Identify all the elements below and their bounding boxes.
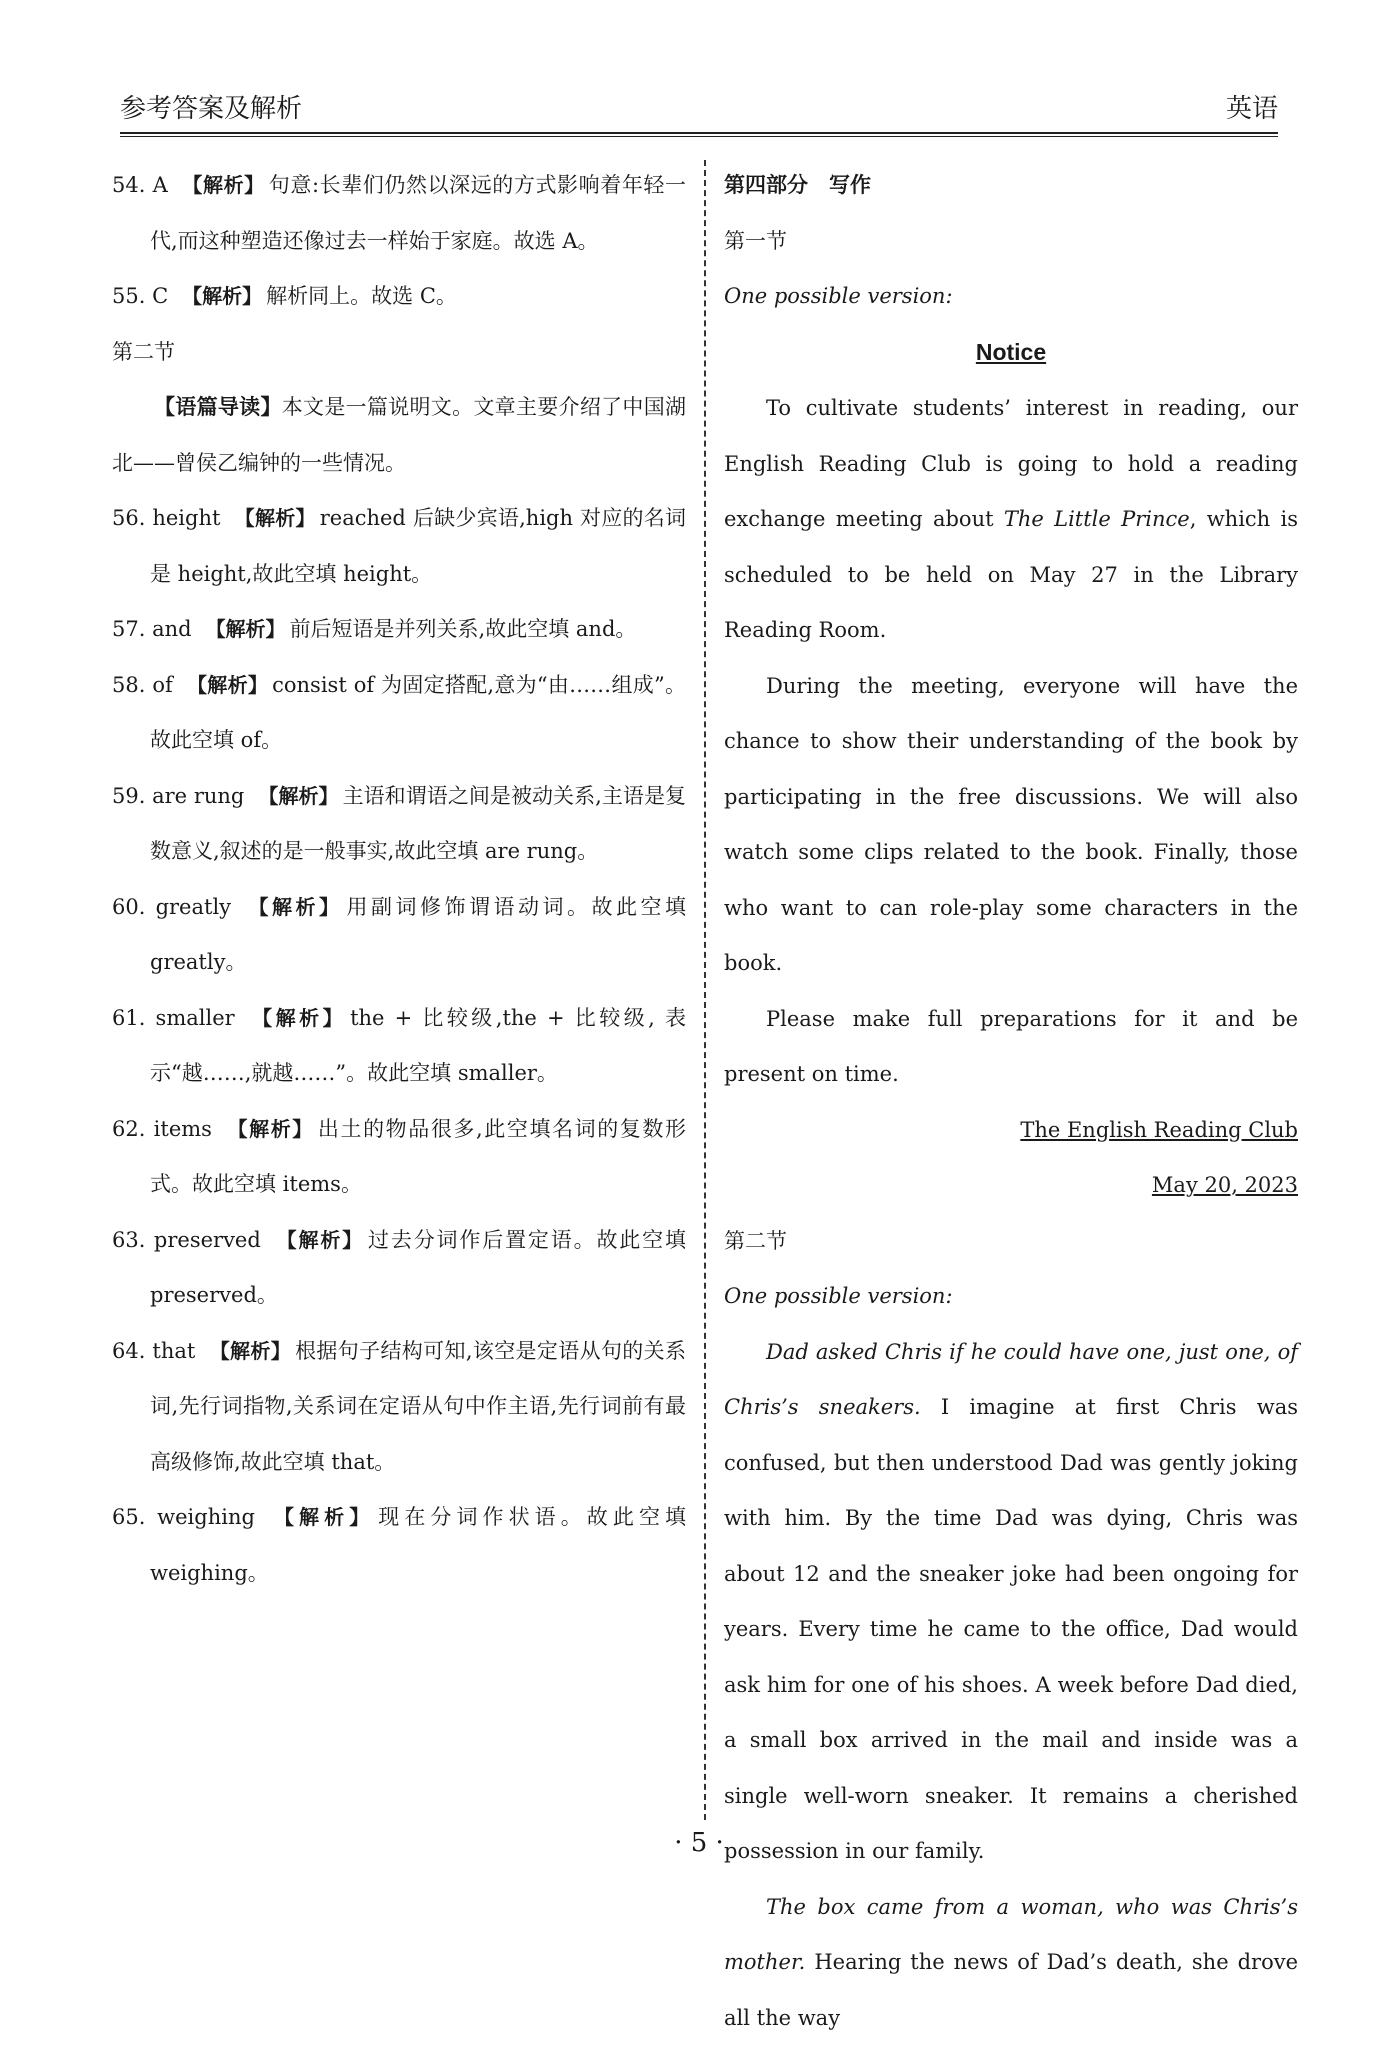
analysis-text: 主语和谓语之间是被动关系,主语是复数意义,叙述的是一般事实,故此空填 are rung。 (150, 784, 686, 864)
section-heading-2-right: 第二节 (724, 1214, 1298, 1270)
answer-number: 61. smaller (112, 1006, 235, 1030)
analysis-text: 根据句子结构可知,该空是定语从句的关系词,先行词指物,关系词在定语从句中作主语,先行词前有最高级修饰,故此空填 that。 (150, 1339, 686, 1474)
analysis-text: 出土的物品很多,此空填名词的复数形式。故此空填 items。 (150, 1117, 686, 1197)
answer-item (112, 880, 686, 991)
answer-item (112, 991, 686, 1102)
guide-tag: 【语篇导读】 (154, 395, 282, 419)
answer-number: 56. height (112, 506, 220, 530)
analysis-text: 句意:长辈们仍然以深远的方式影响着年轻一代,而这种塑造还像过去一样始于家庭。故选 A。 (150, 173, 686, 253)
answer-number: 64. that (112, 1339, 195, 1363)
answer-number: 65. weighing (112, 1505, 255, 1529)
story-p2-text: Hearing the news of Dad’s death, she drove all the way (724, 1950, 1298, 2030)
notice-paragraph-2: During the meeting, everyone will have the chance to show their understanding of the book by participating in the free discussions. We will also watch some clips related to the book. Finally, those who want to can role-play some characters in the book. (724, 659, 1298, 992)
page-number: · 5 · (0, 1828, 1398, 1858)
column-divider (704, 160, 706, 1820)
analysis-text: 过去分词作后置定语。故此空填 preserved。 (150, 1228, 686, 1308)
book-title: The Little Prince (1004, 507, 1190, 531)
analysis-text: consist of 为固定搭配,意为“由……组成”。故此空填 of。 (150, 673, 686, 753)
answer-number: 55. C (112, 284, 168, 308)
page-header (120, 88, 1278, 134)
left-column (112, 158, 686, 1601)
analysis-tag: 【解析】 (249, 1006, 346, 1030)
answer-number: 59. are rung (112, 784, 244, 808)
answer-item (112, 1213, 686, 1324)
version-label-1: One possible version: (724, 269, 1298, 325)
part-title: 第四部分 写作 (724, 158, 1298, 214)
signature: The English Reading Club (1020, 1118, 1298, 1142)
story-paragraph-2 (724, 1880, 1298, 2046)
analysis-tag: 【解析】 (182, 284, 262, 308)
answer-number: 60. greatly (112, 895, 231, 919)
story-p1-text: I imagine at first Chris was confused, but then understood Dad was gently joking with him. By the time Dad was dying, Chris was about 12 and the sneaker joke had been ongoing for years. Every time he came to the office, Dad would ask him for one of his shoes. A week before Dad died, a small box arrived in the mail and inside was a single well-worn sneaker. It remains a cherished possession in our family. (724, 1395, 1298, 1863)
analysis-text: the + 比较级,the + 比较级, 表示“越……,就越……”。故此空填 smaller。 (150, 1006, 686, 1086)
analysis-text: 解析同上。故选 C。 (266, 284, 457, 308)
analysis-tag: 【解析】 (234, 506, 315, 530)
answer-item (112, 158, 686, 269)
notice-date: May 20, 2023 (1152, 1173, 1298, 1197)
header-title: 参考答案及解析 (120, 88, 302, 125)
notice-title-row (724, 325, 1298, 382)
answer-list-b (112, 491, 686, 1601)
analysis-tag: 【解析】 (182, 173, 265, 197)
guide-paragraph (112, 380, 686, 491)
answer-item (112, 658, 686, 769)
analysis-text: reached 后缺少宾语,high 对应的名词是 height,故此空填 height。 (150, 506, 686, 586)
notice-paragraph-1 (724, 381, 1298, 659)
analysis-text: 前后短语是并列关系,故此空填 and。 (290, 617, 637, 641)
answer-number: 63. preserved (112, 1228, 261, 1252)
analysis-tag: 【解析】 (187, 673, 268, 697)
answer-item (112, 1102, 686, 1213)
answer-number: 54. A (112, 173, 168, 197)
answer-item (112, 769, 686, 880)
analysis-text: 现在分词作状语。故此空填 weighing。 (150, 1505, 686, 1585)
notice-title: Notice (976, 339, 1046, 365)
version-label-2: One possible version: (724, 1269, 1298, 1325)
analysis-tag: 【解析】 (269, 1505, 374, 1529)
notice-p1-text-end: , which is scheduled to be held on May 27 in the Library Reading Room. (724, 507, 1298, 642)
analysis-tag: 【解析】 (226, 1117, 314, 1141)
notice-paragraph-3: Please make full preparations for it and be present on time. (724, 992, 1298, 1103)
analysis-tag: 【解析】 (275, 1228, 364, 1252)
answer-list-a (112, 158, 686, 325)
answer-number: 58. of (112, 673, 173, 697)
section-heading-1: 第一节 (724, 214, 1298, 270)
answer-item (112, 602, 686, 658)
story-p1-given: Dad asked Chris if he could have one, just one, of Chris’s sneakers. (724, 1340, 1298, 1420)
answer-item (112, 491, 686, 602)
header-rule (120, 136, 1278, 137)
story-paragraph-1 (724, 1325, 1298, 1880)
analysis-tag: 【解析】 (206, 617, 286, 641)
right-column (724, 158, 1298, 2046)
header-subject: 英语 (1226, 88, 1278, 125)
analysis-tag: 【解析】 (245, 895, 343, 919)
section-heading-2: 第二节 (112, 325, 686, 381)
notice-p1-text: To cultivate students’ interest in reading, our English Reading Club is going to hold a reading exchange meeting about (724, 396, 1298, 531)
story-p2-given: The box came from a woman, who was Chris’s mother. (724, 1895, 1298, 1975)
analysis-text: 用副词修饰谓语动词。故此空填 greatly。 (150, 895, 686, 975)
analysis-tag: 【解析】 (209, 1339, 291, 1363)
answer-item (112, 269, 686, 325)
answer-number: 57. and (112, 617, 192, 641)
signature-row (724, 1103, 1298, 1159)
answer-item (112, 1490, 686, 1601)
answer-item (112, 1324, 686, 1491)
date-row (724, 1158, 1298, 1214)
guide-text: 本文是一篇说明文。文章主要介绍了中国湖北——曾侯乙编钟的一些情况。 (112, 395, 686, 475)
analysis-tag: 【解析】 (258, 784, 338, 808)
answer-number: 62. items (112, 1117, 212, 1141)
